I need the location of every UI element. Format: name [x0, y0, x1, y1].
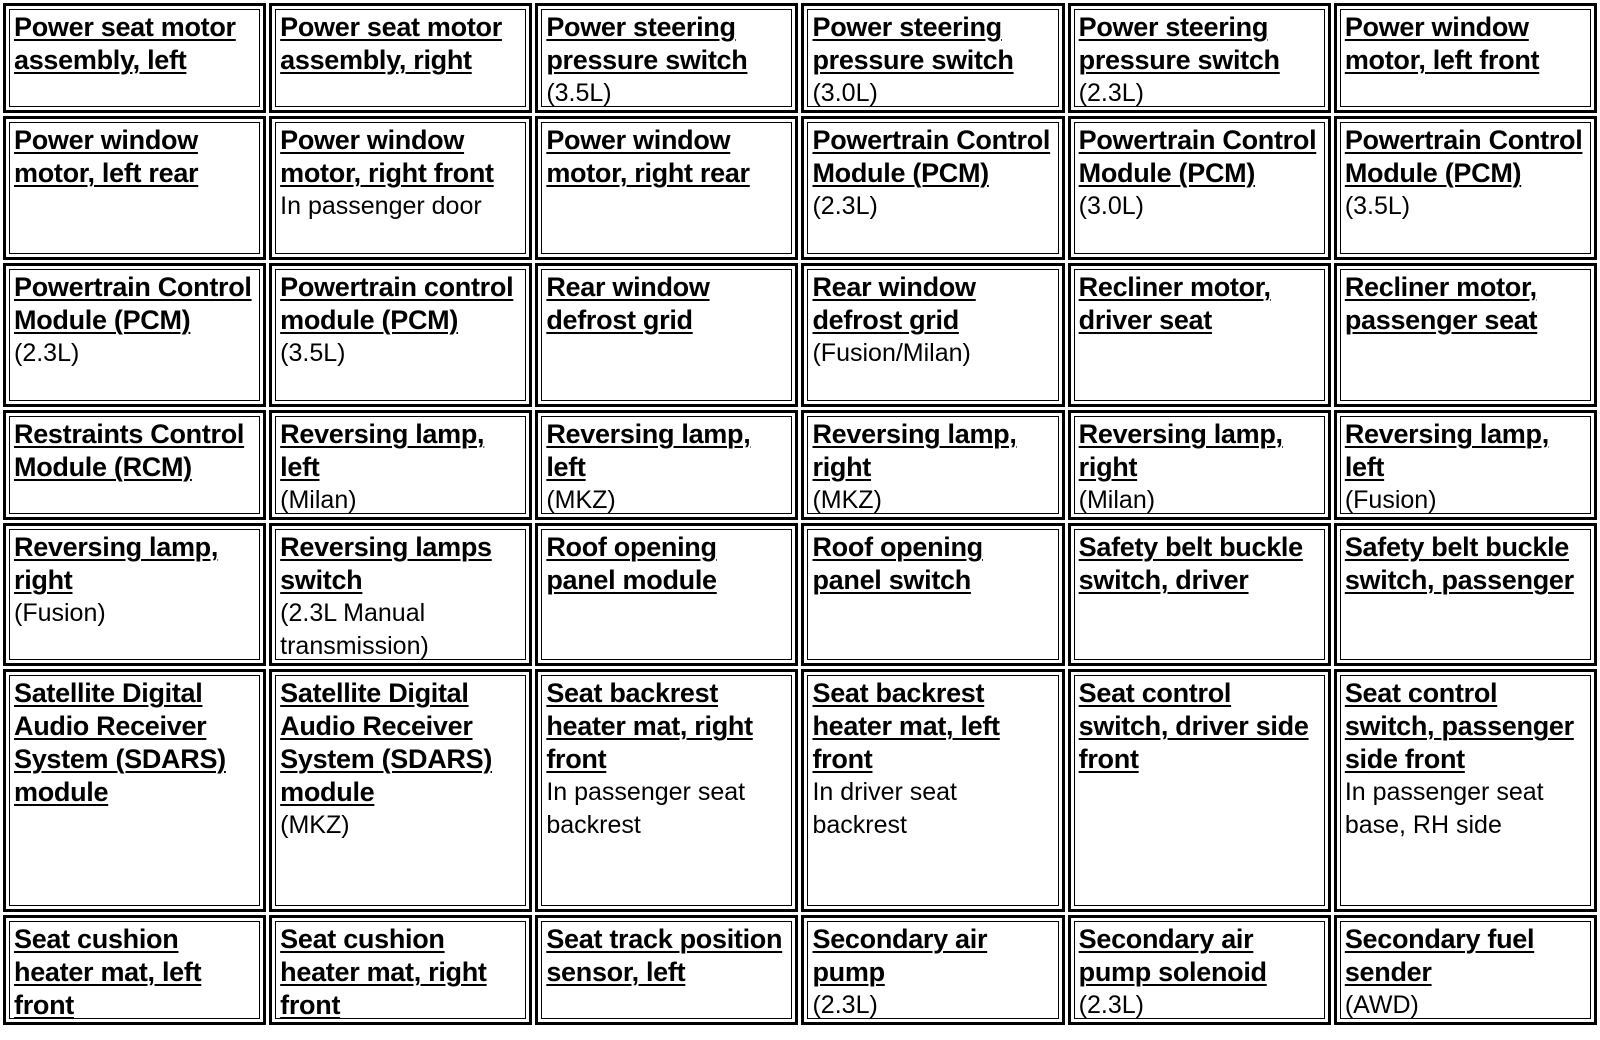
component-link[interactable]: Reversing lamp, left: [1344, 419, 1549, 482]
component-link[interactable]: Satellite Digital Audio Receiver System (SDARS) module: [280, 678, 493, 807]
table-cell: [801, 410, 1064, 520]
component-link[interactable]: Power steering pressure switch: [812, 12, 1014, 75]
component-link[interactable]: Power window motor, right rear: [546, 125, 750, 188]
table-cell: [1068, 915, 1331, 1025]
table-cell: [1068, 523, 1331, 666]
component-link[interactable]: Power seat motor assembly, left: [14, 12, 236, 75]
table-cell: [3, 410, 266, 520]
table-cell: [1334, 116, 1597, 260]
table-cell: [3, 263, 266, 407]
component-note: (Milan): [1078, 486, 1156, 514]
component-link[interactable]: Seat cushion heater mat, left front: [14, 924, 202, 1020]
component-note: (MKZ): [280, 811, 350, 839]
table-cell: [269, 263, 532, 407]
component-link[interactable]: Power window motor, right front: [280, 125, 494, 188]
table-cell: [269, 669, 532, 912]
component-note: (2.3L): [1078, 79, 1144, 107]
component-link[interactable]: Power window motor, left rear: [14, 125, 199, 188]
table-cell: [3, 915, 266, 1025]
component-note: In passenger seat base, RH side: [1344, 778, 1544, 839]
table-cell: [801, 915, 1064, 1025]
component-note: (MKZ): [812, 486, 882, 514]
table-cell: [801, 116, 1064, 260]
table-cell: [535, 116, 798, 260]
table-cell: [535, 669, 798, 912]
table-cell: [535, 263, 798, 407]
component-link[interactable]: Recliner motor, passenger seat: [1344, 272, 1538, 335]
component-note: In passenger seat backrest: [546, 778, 746, 839]
table-cell: [535, 915, 798, 1025]
table-cell: [801, 523, 1064, 666]
table-cell: [1068, 410, 1331, 520]
component-location-table: [3, 3, 1597, 1037]
component-link[interactable]: Roof opening panel module: [546, 532, 717, 595]
component-link[interactable]: Seat track position sensor, left: [546, 924, 783, 987]
component-link[interactable]: Reversing lamp, right: [1078, 419, 1283, 482]
table-cell: [269, 523, 532, 666]
component-link[interactable]: Seat control switch, passenger side front: [1344, 678, 1574, 774]
component-link[interactable]: Safety belt buckle switch, driver: [1078, 532, 1303, 595]
component-link[interactable]: Powertrain control module (PCM): [280, 272, 514, 335]
component-note: (3.0L): [1078, 192, 1144, 220]
component-link[interactable]: Reversing lamp, right: [14, 532, 219, 595]
component-note: (3.5L): [280, 339, 346, 367]
component-link[interactable]: Satellite Digital Audio Receiver System (SDARS) module: [14, 678, 226, 807]
component-link[interactable]: Secondary air pump solenoid: [1078, 924, 1267, 987]
table-cell: [1068, 3, 1331, 113]
component-link[interactable]: Seat backrest heater mat, left front: [812, 678, 1000, 774]
component-link[interactable]: Power steering pressure switch: [546, 12, 748, 75]
table-cell: [269, 410, 532, 520]
component-note: In driver seat backrest: [812, 778, 957, 839]
component-link[interactable]: Recliner motor, driver seat: [1078, 272, 1271, 335]
table-cell: [1334, 669, 1597, 912]
component-note: (2.3L): [14, 339, 80, 367]
table-cell: [1068, 263, 1331, 407]
table-cell: [801, 669, 1064, 912]
component-note: In passenger door: [280, 192, 482, 220]
component-link[interactable]: Seat control switch, driver side front: [1078, 678, 1309, 774]
component-link[interactable]: Reversing lamp, right: [812, 419, 1017, 482]
component-link[interactable]: Powertrain Control Module (PCM): [14, 272, 252, 335]
table-cell: [801, 3, 1064, 113]
table-cell: [269, 3, 532, 113]
component-link[interactable]: Seat backrest heater mat, right front: [546, 678, 753, 774]
table-cell: [3, 669, 266, 912]
table-cell: [535, 523, 798, 666]
table-cell: [3, 523, 266, 666]
table-cell: [269, 915, 532, 1025]
table-cell: [3, 116, 266, 260]
component-note: (Fusion/Milan): [812, 339, 971, 367]
component-note: (2.3L): [1078, 991, 1144, 1019]
component-note: (2.3L): [812, 192, 878, 220]
table-cell: [801, 263, 1064, 407]
component-link[interactable]: Roof opening panel switch: [812, 532, 983, 595]
component-link[interactable]: Reversing lamps switch: [280, 532, 492, 595]
component-link[interactable]: Power seat motor assembly, right: [280, 12, 502, 75]
component-note: (3.0L): [812, 79, 878, 107]
table-cell: [269, 116, 532, 260]
table-cell: [1334, 410, 1597, 520]
table-cell: [535, 410, 798, 520]
component-link[interactable]: Secondary air pump: [812, 924, 988, 987]
component-note: (MKZ): [546, 486, 616, 514]
table-cell: [1334, 263, 1597, 407]
component-link[interactable]: Seat cushion heater mat, right front: [280, 924, 487, 1020]
component-link[interactable]: Powertrain Control Module (PCM): [812, 125, 1051, 188]
component-link[interactable]: Powertrain Control Module (PCM): [1078, 125, 1317, 188]
component-note: (Milan): [280, 486, 357, 514]
component-note: (AWD): [1344, 991, 1419, 1019]
component-link[interactable]: Reversing lamp, left: [546, 419, 751, 482]
component-note: (3.5L): [546, 79, 612, 107]
component-link[interactable]: Secondary fuel sender: [1344, 924, 1535, 987]
component-link[interactable]: Reversing lamp, left: [280, 419, 485, 482]
component-note: (3.5L): [1344, 192, 1411, 220]
component-note: (2.3L): [812, 991, 878, 1019]
component-note: (Fusion): [1344, 486, 1437, 514]
table-cell: [1068, 116, 1331, 260]
table-cell: [1334, 3, 1597, 113]
table-cell: [1334, 523, 1597, 666]
table-cell: [3, 3, 266, 113]
component-note: (2.3L Manual transmission): [280, 599, 429, 660]
component-link[interactable]: Powertrain Control Module (PCM): [1344, 125, 1583, 188]
table-cell: [1334, 915, 1597, 1025]
component-link[interactable]: Restraints Control Module (RCM): [14, 419, 245, 482]
component-link[interactable]: Rear window defrost grid: [812, 272, 976, 335]
component-link[interactable]: Power window motor, left front: [1344, 12, 1540, 75]
component-link[interactable]: Rear window defrost grid: [546, 272, 710, 335]
component-link[interactable]: Power steering pressure switch: [1078, 12, 1280, 75]
table-cell: [535, 3, 798, 113]
component-link[interactable]: Safety belt buckle switch, passenger: [1344, 532, 1574, 595]
component-note: (Fusion): [14, 599, 106, 627]
table-cell: [1068, 669, 1331, 912]
